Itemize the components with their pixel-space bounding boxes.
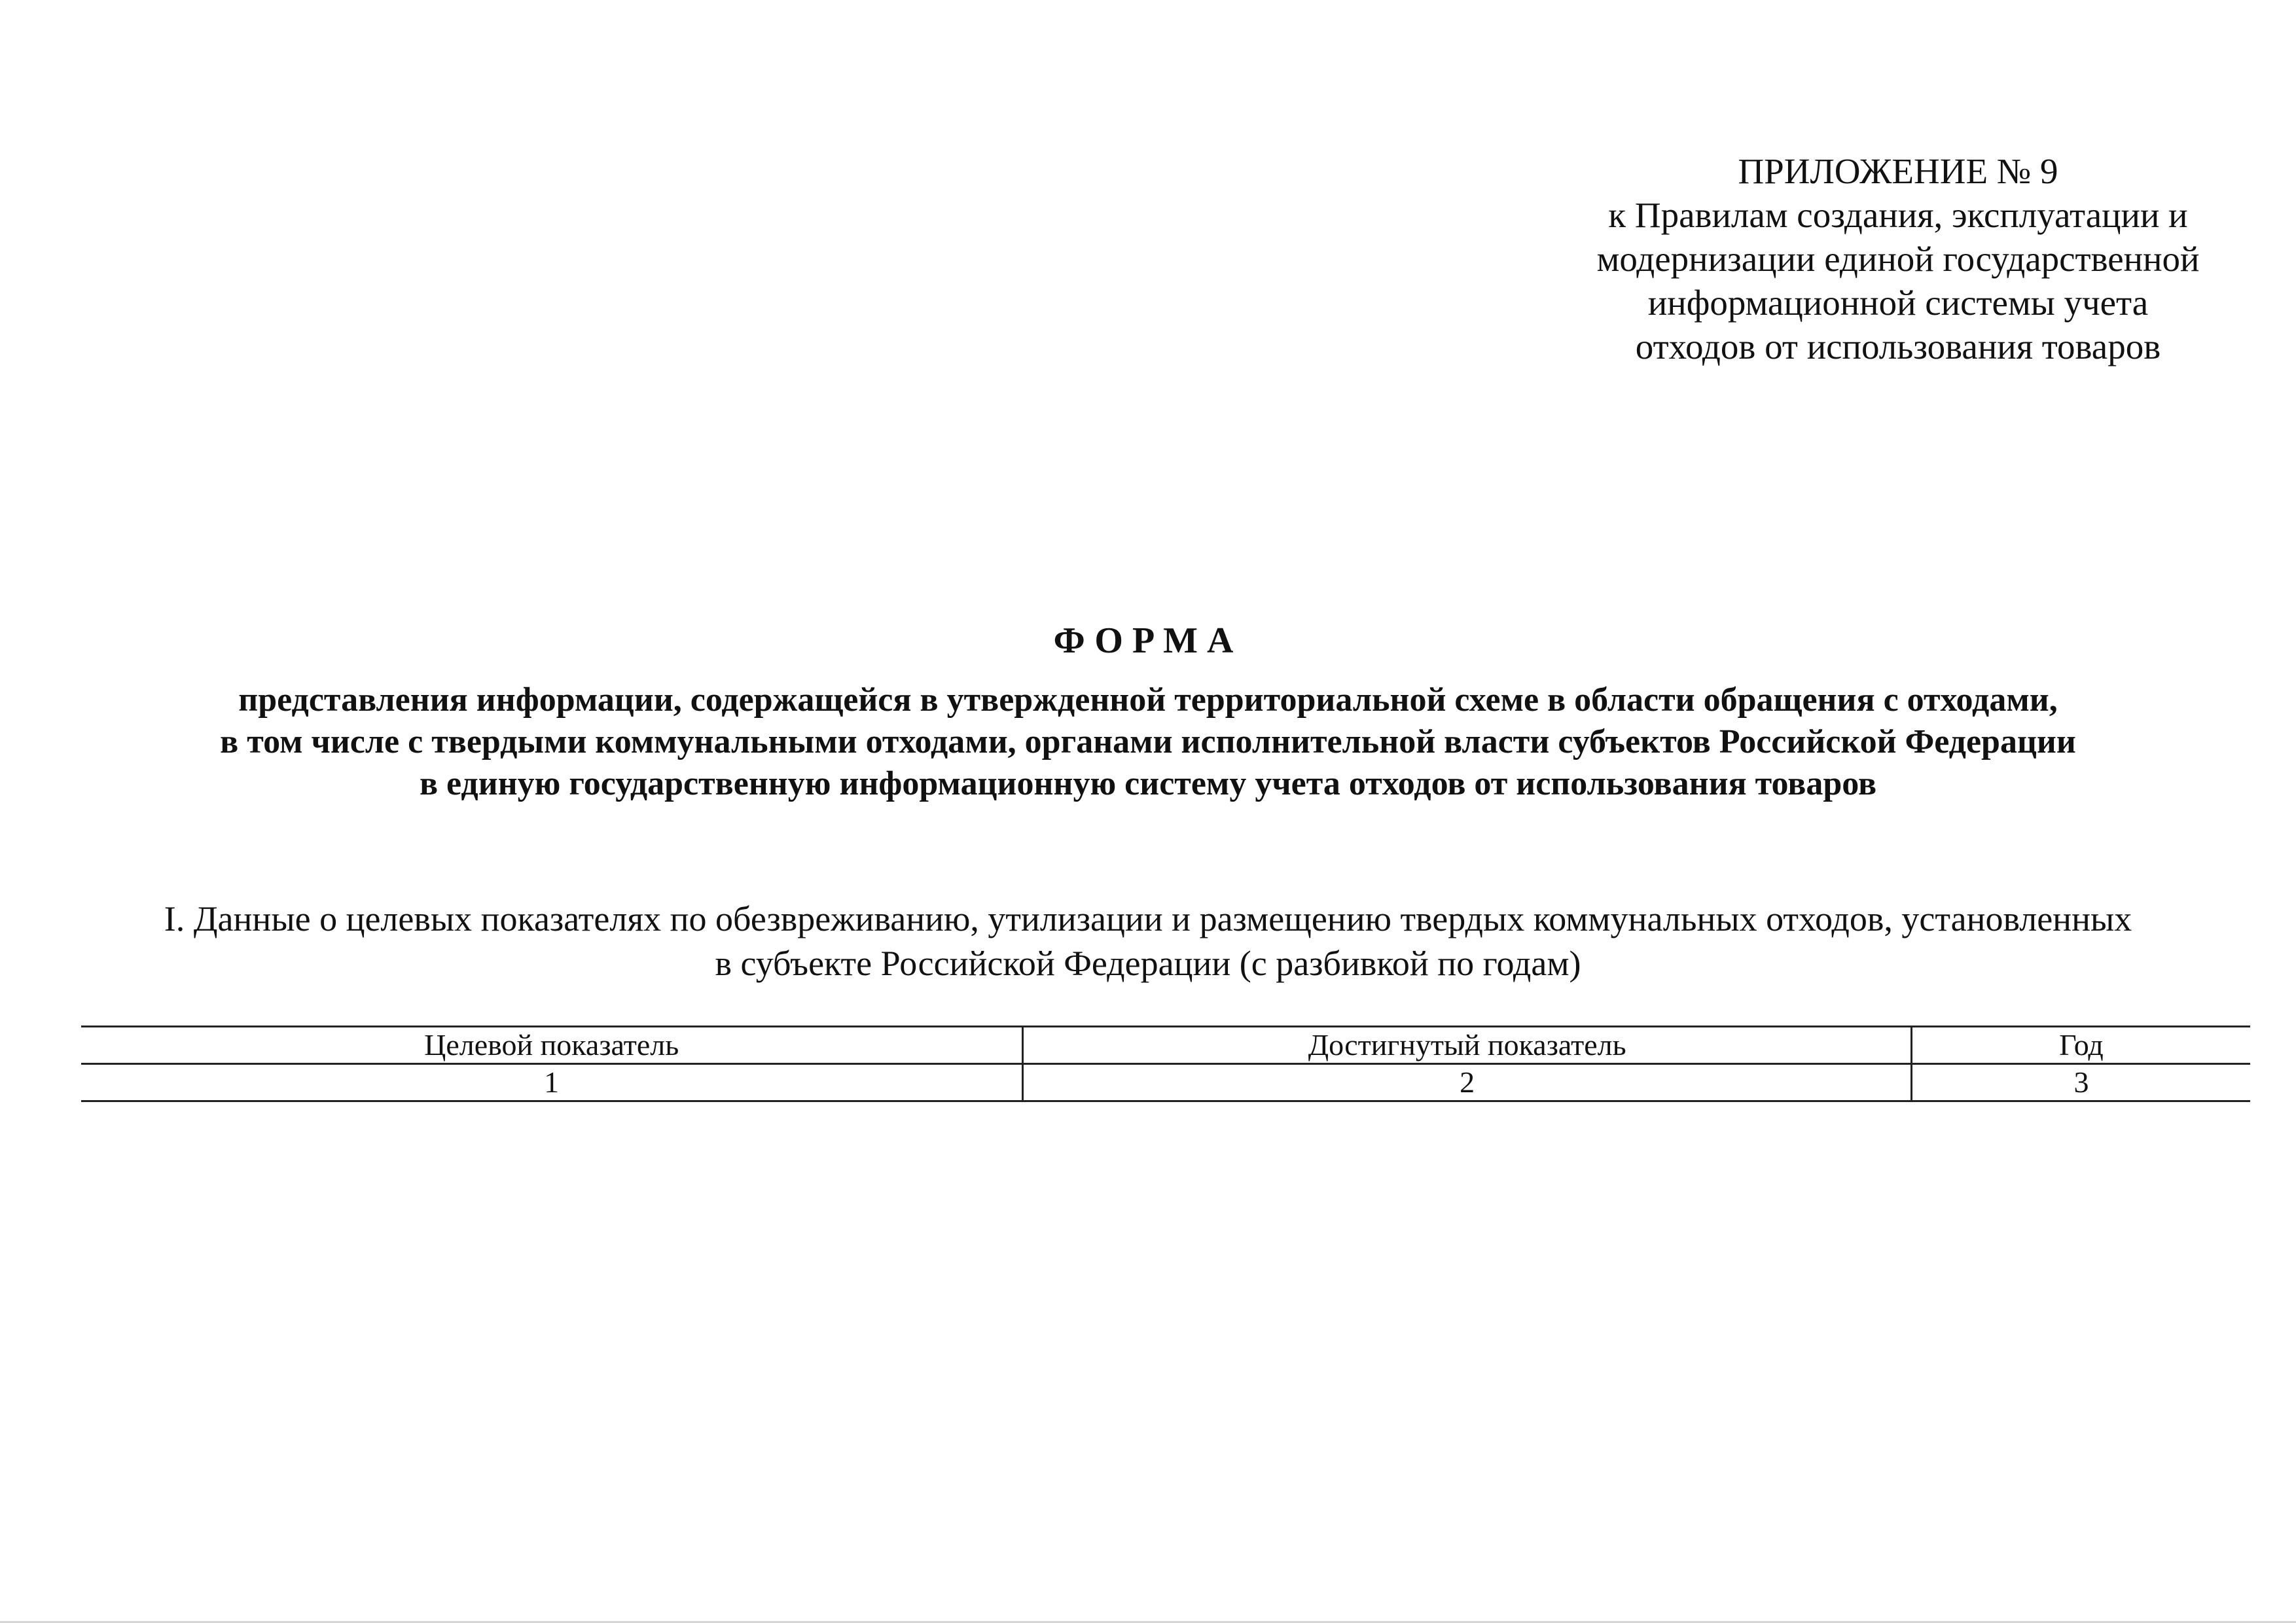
target-indicators-table bbox=[81, 1026, 2250, 1102]
column-number-1: 1 bbox=[81, 1064, 1023, 1101]
appendix-line-1: к Правилам создания, эксплуатации и bbox=[1608, 195, 2188, 235]
column-number-2: 2 bbox=[1023, 1064, 1912, 1101]
appendix-number: ПРИЛОЖЕНИЕ № 9 bbox=[1738, 151, 2058, 191]
table-header-row bbox=[81, 1027, 2250, 1064]
form-subtitle-line-3: в единую государственную информационную систему учета отходов от использования товаров bbox=[419, 765, 1877, 802]
column-number-3: 3 bbox=[1911, 1064, 2250, 1101]
header-target-indicator: Целевой показатель bbox=[81, 1027, 1023, 1064]
section-heading-line-2: в субъекте Российской Федерации (с разбивкой по годам) bbox=[715, 944, 1581, 983]
section-heading-line-1: I. Данные о целевых показателях по обезвреживанию, утилизации и размещению твердых коммунальных отходов, установленных bbox=[164, 899, 2132, 938]
appendix-line-2: модернизации единой государственной bbox=[1596, 239, 2200, 279]
header-achieved-indicator: Достигнутый показатель bbox=[1023, 1027, 1912, 1064]
appendix-block bbox=[1558, 149, 2238, 368]
section-heading bbox=[0, 897, 2296, 986]
form-subtitle-line-2: в том числе с твердыми коммунальными отходами, органами исполнительной власти субъектов Российской Федерации bbox=[220, 723, 2076, 760]
appendix-line-4: отходов от использования товаров bbox=[1635, 327, 2161, 366]
form-title: ФОРМА bbox=[1053, 620, 1243, 661]
table-column-number-row bbox=[81, 1064, 2250, 1101]
form-subtitle bbox=[0, 679, 2296, 805]
header-year: Год bbox=[1911, 1027, 2250, 1064]
form-subtitle-line-1: представления информации, содержащейся в утвержденной территориальной схеме в области обращения с отходами, bbox=[238, 681, 2058, 719]
appendix-line-3: информационной системы учета bbox=[1647, 283, 2149, 323]
